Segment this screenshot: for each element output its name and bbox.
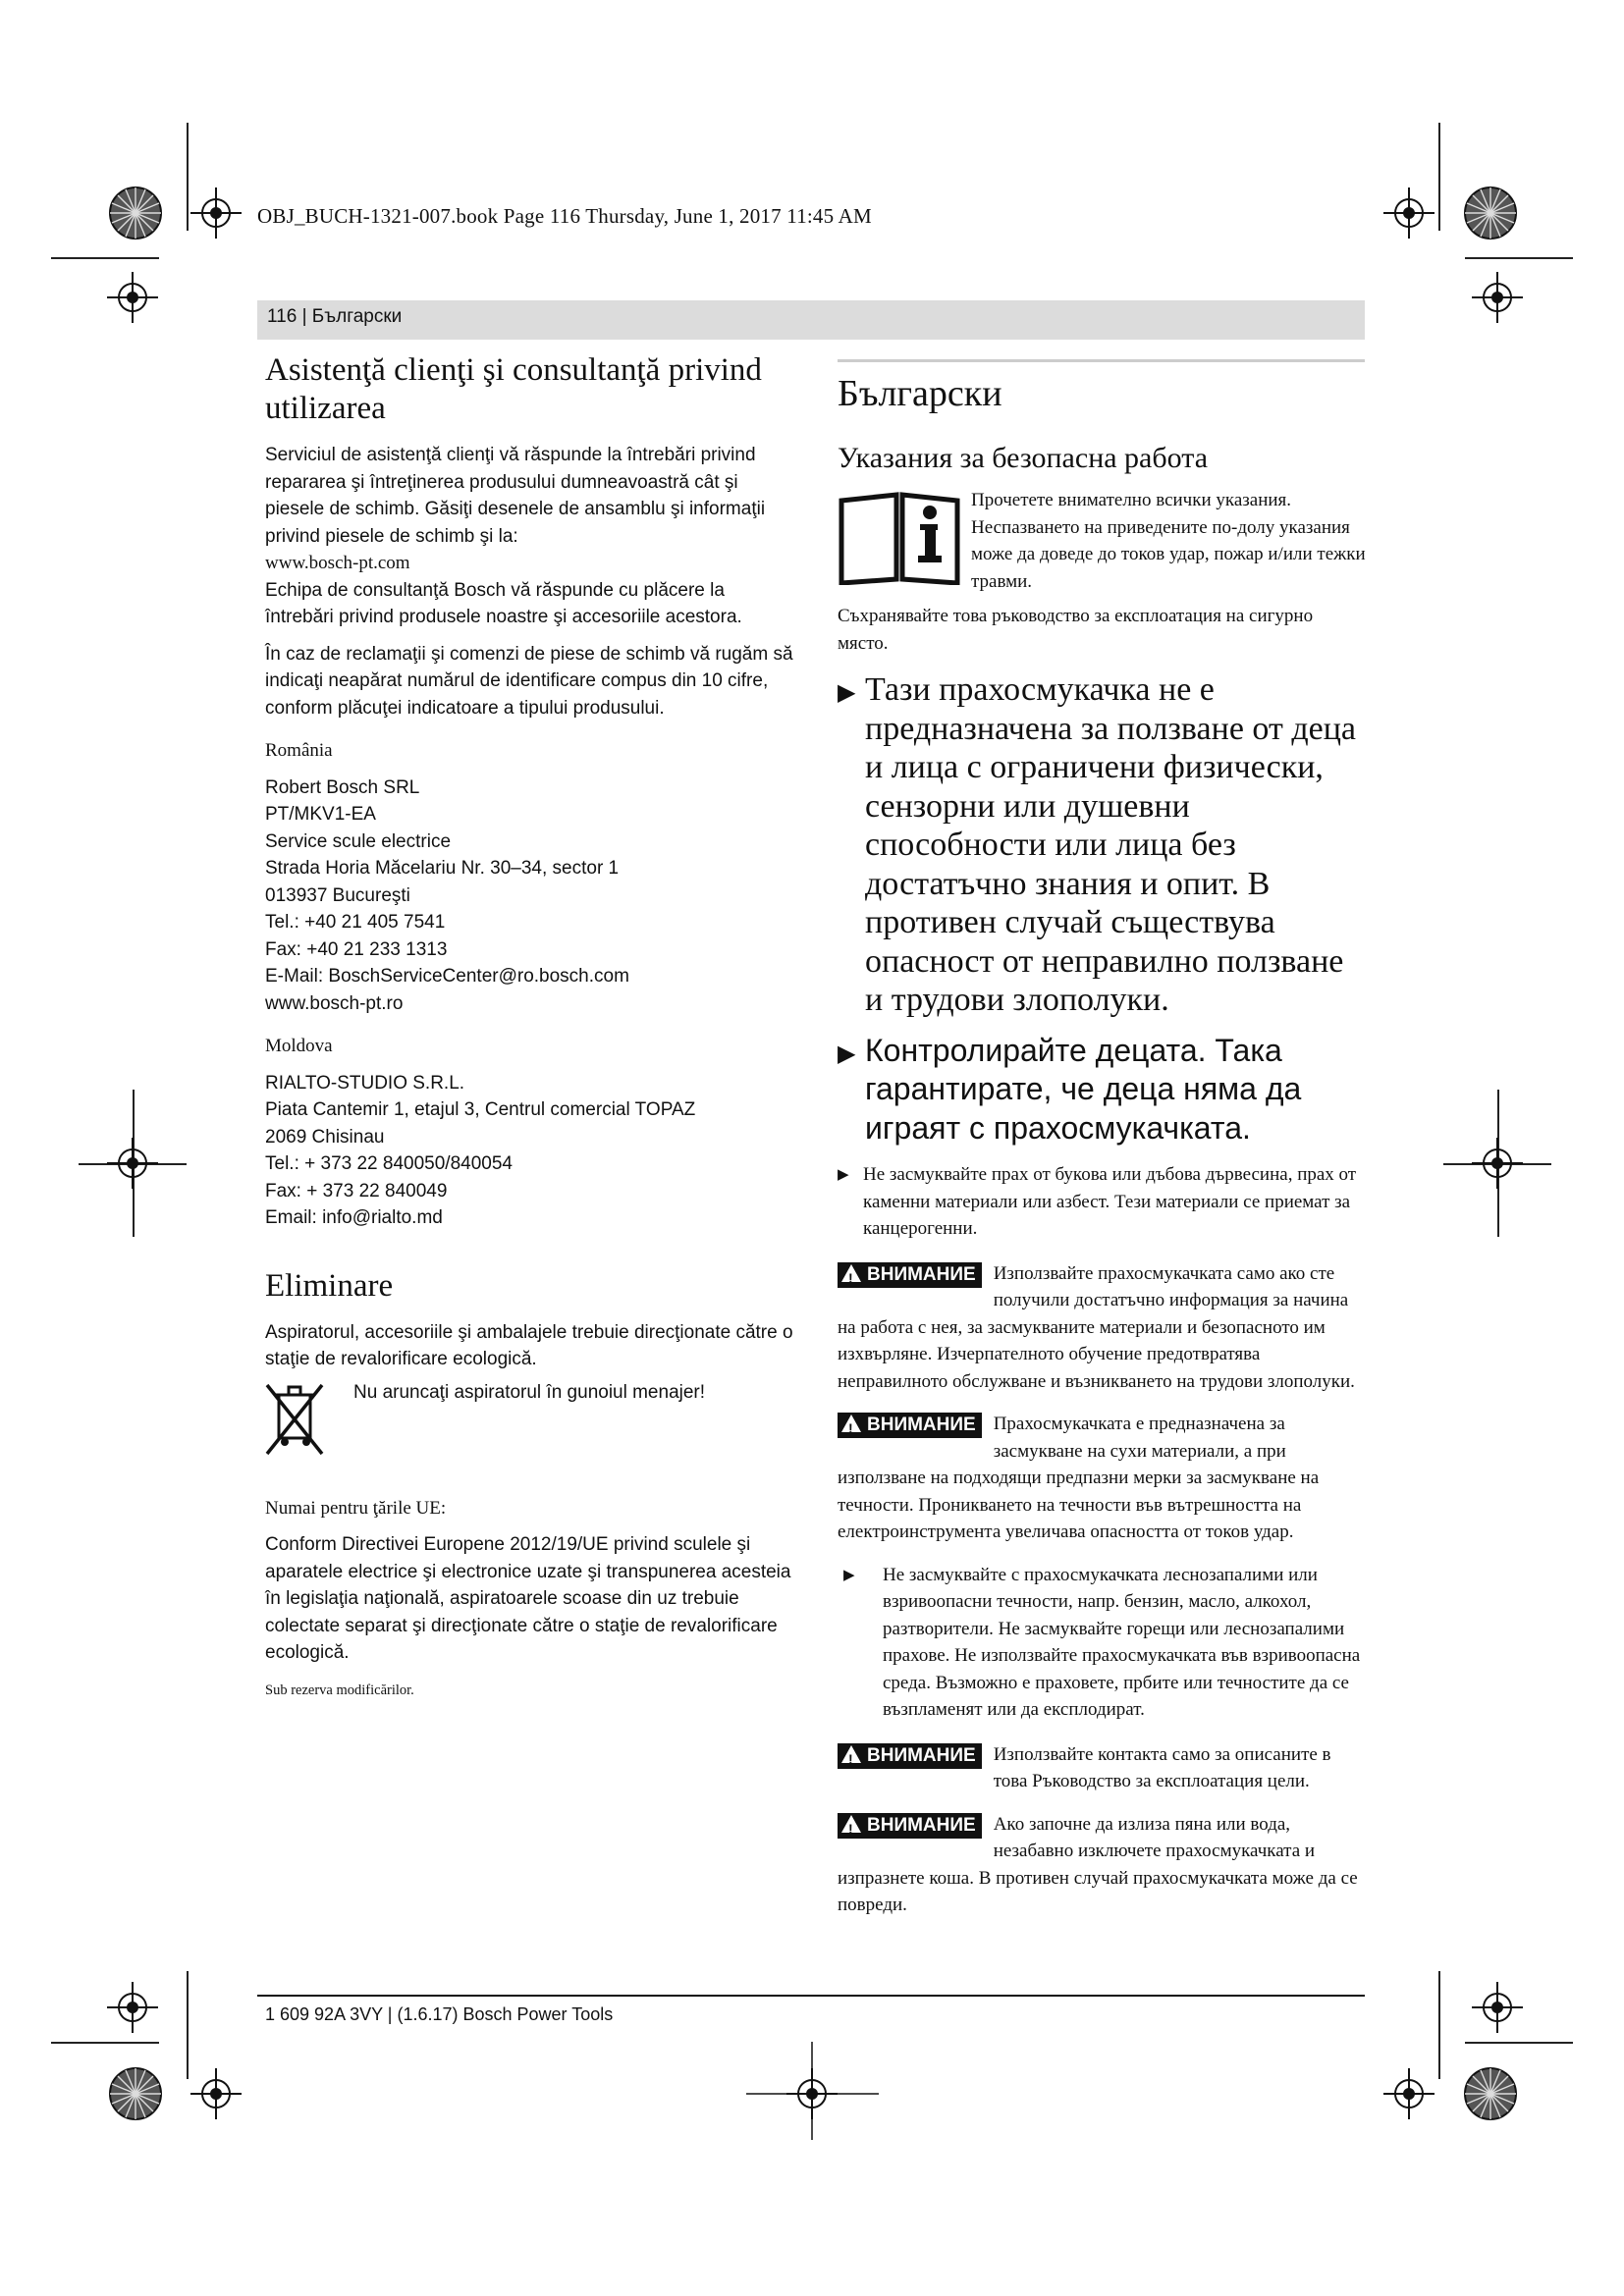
support-url[interactable]: www.bosch-pt.com: [265, 553, 410, 573]
running-header-bar: [257, 300, 1365, 340]
email-line[interactable]: Email: info@rialto.md: [265, 1207, 443, 1228]
eu-directive-paragraph: Conform Directivei Europene 2012/19/UE privind sculele şi aparatele electrice şi electronice uzate şi transpunerea acesteia în legislaţia naţională, aspiratoarele scoase din uz trebuie colectate separat şi direcţionate către o staţie de revalorificare ecologică.: [265, 1534, 791, 1663]
bullet-carcinogenic-dust: ▶ Не засмуквайте прах от букова или дъбова дървесина, прах от каменни материали или азбест. Тези материали се приемат за канцерогенни.: [838, 1164, 1357, 1239]
weee-row: [265, 1379, 795, 1468]
disposal-paragraph: Aspiratorul, accesoriile şi ambalajele trebuie direcţionate către o staţie de revalorificare ecologică.: [265, 1321, 793, 1369]
color-target-icon: [1465, 187, 1516, 239]
footer-rule: [257, 1995, 1365, 1997]
address-line: Strada Horia Măcelariu Nr. 30–34, sector 1: [265, 858, 620, 879]
register-mark-icon: [107, 1982, 158, 2033]
footer-text: 1 609 92A 3VY | (1.6.17) Bosch Power Tools: [265, 2004, 614, 2024]
warning-triangle-icon: [841, 1745, 861, 1763]
heading-eliminare: Eliminare: [265, 1267, 394, 1304]
address-line: PT/MKV1-EA: [265, 804, 376, 825]
warning-triangle-icon: [841, 1264, 861, 1282]
consulting-paragraph: Echipa de consultanţă Bosch vă răspunde cu plăcere la întrebări privind produsele noastre şi accesoriile acestora.: [265, 579, 742, 627]
warning-text: Ако започне да излиза пяна или вода, незабавно изключете прахосмукачката и изпразнете коша. В противен случай прахосмукачката може да се повреди.: [838, 1813, 1358, 1915]
country-moldova: Moldova: [265, 1036, 333, 1056]
support-paragraph: Serviciul de asistenţă clienţi vă răspunde la întrebări privind repararea şi întreţinerea produsului dumneavoastră cât şi piesele de schimb. Găsiţi desenele de ansamblu şi informaţii privind piesele de schimb şi la:: [265, 445, 766, 547]
phone-line: Tel.: + 373 22 840050/840054: [265, 1153, 513, 1174]
address-line: Service scule electrice: [265, 830, 452, 852]
warning-text: Използвайте контакта само за описаните в това Ръководство за експлоатация цели.: [993, 1743, 1331, 1791]
email-line[interactable]: E-Mail: BoschServiceCenter@ro.bosch.com: [265, 966, 629, 987]
triangle-bullet-icon: ▶: [838, 1166, 849, 1183]
keep-manual-text: Съхранявайте това ръководство за експлоатация на сигурно място.: [838, 606, 1314, 654]
triangle-bullet-icon: ▶: [838, 679, 856, 706]
claims-paragraph: În caz de reclamaţii şi comenzi de piese de schimb vă rugăm să indicaţi neapărat numărul de identificare compus din 10 cifre, conform plăcuţei indicatoare a tipului produsului.: [265, 643, 793, 719]
address-line: 2069 Chisinau: [265, 1126, 385, 1148]
register-mark-icon: [1383, 187, 1435, 239]
web-link[interactable]: www.bosch-pt.ro: [265, 992, 404, 1014]
left-column: [265, 351, 795, 1699]
read-instructions-text: Прочетете внимателно всички указания. Неспазването на приведените по-долу указания може да доведе до токов удар, пожар и/или тежки травми.: [971, 490, 1366, 592]
read-instructions-row: [838, 487, 1368, 597]
warning-triangle-icon: [841, 1815, 861, 1833]
register-mark-icon: [1472, 272, 1523, 323]
fax-line: Fax: +40 21 233 1313: [265, 938, 448, 960]
no-household-waste-note: Nu aruncaţi aspiratorul în gunoiul menajer!: [353, 1381, 706, 1403]
address-romania: [265, 774, 795, 1018]
address-moldova: [265, 1070, 795, 1232]
register-mark-icon: [107, 272, 158, 323]
warning-block: [838, 1411, 1368, 1546]
column-rule: [838, 359, 1365, 362]
address-line: RIALTO-STUDIO S.R.L.: [265, 1072, 465, 1094]
register-mark-icon: [1472, 1982, 1523, 2033]
color-target-icon: [1465, 2068, 1516, 2119]
register-mark-icon: [107, 1138, 158, 1189]
warning-text: Използвайте прахосмукачката само ако сте получили достатъчно информация за начина на работа с нея, за засмукваните материали и безопасното им изхвърляне. Изчерпателното обучение предотвратява неправилното обслужване и възникването на трудови злополуки.: [838, 1262, 1355, 1392]
warning-badge: !ВНИМАНИЕ: [838, 1413, 982, 1438]
read-manual-icon: [838, 491, 961, 585]
triangle-bullet-icon: ▶: [838, 1040, 856, 1067]
color-target-icon: [110, 187, 161, 239]
bullet-supervise-children: ▶ Контролирайте децата. Така гарантирате, че деца няма да играят с прахосмукачката.: [838, 1032, 1302, 1146]
warning-badge: !ВНИМАНИЕ: [838, 1262, 982, 1288]
register-mark-icon: [1383, 2068, 1435, 2119]
running-header: 116 | Български: [267, 306, 403, 327]
register-mark-icon: [190, 2068, 242, 2119]
warning-block: [838, 1741, 1368, 1795]
register-mark-icon: [1472, 1138, 1523, 1189]
bullet-children-warning: ▶ Тази прахосмукачка не е предназначена за ползване от деца и лица с ограничени физически, сензорни или душевни способности или лица без достатъчно знания и опит. В противен случай съществува опасност от неправилно ползване и трудови злополуки.: [838, 671, 1356, 1018]
warning-block: [838, 1260, 1368, 1396]
book-info: OBJ_BUCH-1321-007.book Page 116 Thursday, June 1, 2017 11:45 AM: [257, 204, 872, 228]
heading-safety: Указания за безопасна работа: [838, 442, 1209, 474]
heading-support: Asistenţă clienţi şi consultanţă privind utilizarea: [265, 352, 762, 426]
address-line: 013937 Bucureşti: [265, 884, 410, 906]
right-column: [838, 363, 1368, 1919]
subject-to-change: Sub rezerva modificărilor.: [265, 1682, 414, 1698]
triangle-bullet-icon: ▶: [843, 1566, 855, 1583]
address-line: Robert Bosch SRL: [265, 776, 420, 798]
warning-block: [838, 1811, 1368, 1919]
eu-only-title: Numai pentru ţările UE:: [265, 1497, 447, 1519]
color-target-icon: [110, 2068, 161, 2119]
register-mark-icon: [190, 187, 242, 239]
warning-text: Прахосмукачката е предназначена за засмукване на сухи материали, а при използване на подходящи предпазни мерки за засмукване на течности. Проникването на течности във вътрешността на електроинструмента увеличава опасността от токов удар.: [838, 1414, 1320, 1542]
address-line: Piata Cantemir 1, etajul 3, Centrul comercial TOPAZ: [265, 1099, 696, 1120]
warning-badge: !ВНИМАНИЕ: [838, 1813, 982, 1839]
crossed-bin-icon: [265, 1381, 324, 1458]
warning-badge: !ВНИМАНИЕ: [838, 1743, 982, 1769]
fax-line: Fax: + 373 22 840049: [265, 1180, 448, 1201]
bullet-flammable-liquids: ▶ Не засмуквайте с прахосмукачката леснозапалими или взривоопасни течности, напр. бензин, масло, алкохол, разтворители. Не засмуквайте горещи или леснозапалими прахове. Не използвайте прахосмукачката във взривоопасна среда. Възможно е праховете, прбите или течностите да се възпламенят или да експлодират.: [843, 1564, 1361, 1720]
country-romania: România: [265, 740, 333, 761]
heading-language: Български: [838, 373, 1002, 414]
phone-line: Tel.: +40 21 405 7541: [265, 912, 446, 933]
warning-triangle-icon: [841, 1415, 861, 1432]
